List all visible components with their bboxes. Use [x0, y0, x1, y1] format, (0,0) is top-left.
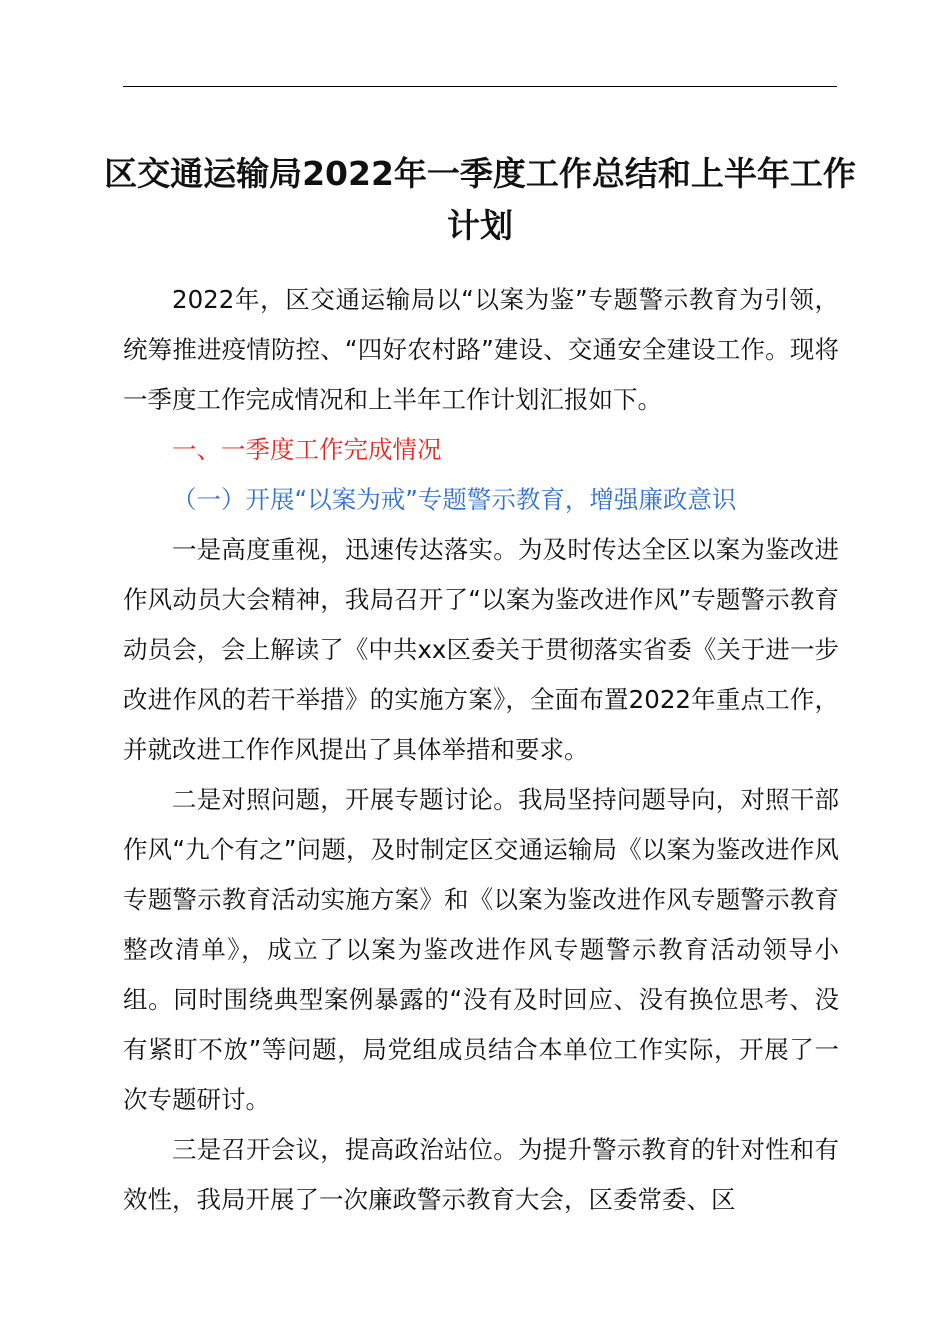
section-heading: 一、一季度工作完成情况	[172, 435, 442, 464]
body-paragraph: 一是高度重视，迅速传达落实。为及时传达全区以案为鉴改进作风动员大会精神，我局召开了“以案为鉴改进作风”专题警示教育动员会，会上解读了《中共xx区委关于贯彻落实省委《关于进一步改进作风的若干举措》的实施方案》，全面布置2022年重点工作，并就改进工作作风提出了具体举措和要求。	[123, 535, 839, 764]
intro-paragraph: 2022年，区交通运输局以“以案为鉴”专题警示教育为引领，统筹推进疫情防控、“四好农村路”建设、交通安全建设工作。现将一季度工作完成情况和上半年工作计划汇报如下。	[123, 285, 839, 414]
subsection-heading: （一）开展“以案为戒”专题警示教育，增强廉政意识	[172, 485, 737, 514]
document-body	[123, 275, 839, 1225]
body-paragraph: 三是召开会议，提高政治站位。为提升警示教育的针对性和有效性，我局开展了一次廉政警示教育大会，区委常委、区	[123, 1135, 839, 1214]
document-title: 区交通运输局2022年一季度工作总结和上半年工作计划	[104, 154, 856, 245]
body-paragraph: 二是对照问题，开展专题讨论。我局坚持问题导向，对照干部作风“九个有之”问题，及时制定区交通运输局《以案为鉴改进作风专题警示教育活动实施方案》和《以案为鉴改进作风专题警示教育整改清单》，成立了以案为鉴改进作风专题警示教育活动领导小组。同时围绕典型案例暴露的“没有及时回应、没有换位思考、没有紧盯不放”等问题，局党组成员结合本单位工作实际，开展了一次专题研讨。	[123, 785, 839, 1114]
header-rule	[123, 86, 837, 87]
